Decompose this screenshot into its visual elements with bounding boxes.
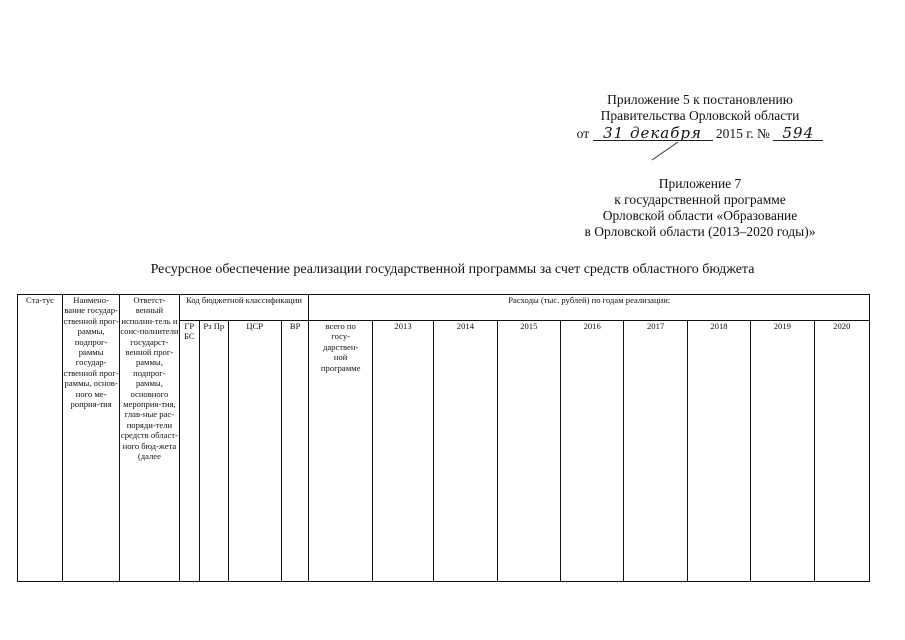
appendix-line-2: к государственной программе [614,192,786,207]
appendix-block [560,176,840,240]
header-vr: ВР [281,321,309,582]
decree-from-label: от [576,126,590,141]
pen-stroke [650,140,680,162]
header-name: Наимено-вание государ-ственной прог-раммы, подпрог-раммы государ-ственной прог-раммы, основ-ного ме-роприя-тия [62,295,119,582]
decree-line-1: Приложение 5 к постановлению [607,92,793,107]
header-year: 2019 [751,321,814,582]
appendix-line-4: в Орловской области (2013–2020 годы)» [584,224,816,239]
header-year: 2018 [687,321,750,582]
header-rzpr: Рз Пр [200,321,229,582]
header-csr: ЦСР [228,321,281,582]
decree-line-2: Правительства Орловской области [600,108,800,123]
decree-year-suffix: 5 г. № [736,126,770,141]
document-title: Ресурсное обеспечение реализации государственной программы за счет средств областного бюджета [150,262,755,277]
header-grbs: ГР БС [179,321,199,582]
header-total: всего по госу-дарствен-ной программе [309,321,372,582]
header-expenses: Расходы (тыс. рублей) по годам реализации: [309,295,870,321]
decree-date-line [560,126,840,142]
resource-table [17,294,870,582]
decree-year-prefix: 201 [715,126,737,141]
header-status: Ста-тус [18,295,63,582]
header-budget-code: Код бюджетной классификации [179,295,309,321]
handwritten-date: 31 декабря [593,126,713,141]
header-year: 2014 [434,321,497,582]
header-year: 2016 [560,321,623,582]
header-responsible: Ответст-венный исполни-тель и соис-полнители государст-венной прог-раммы, подпрог-раммы, основного мероприя-тия, глав-ные рас-поряди-тели средств област-ного бюд-жета (далее [120,295,179,582]
appendix-line-1: Приложение 7 [658,176,742,191]
header-year: 2013 [372,321,433,582]
header-year: 2020 [814,321,869,582]
decree-attachment-block [560,92,840,142]
header-year: 2015 [497,321,560,582]
appendix-line-3: Орловской области «Образование [602,208,798,223]
header-year: 2017 [624,321,687,582]
handwritten-number: 594 [773,126,823,141]
